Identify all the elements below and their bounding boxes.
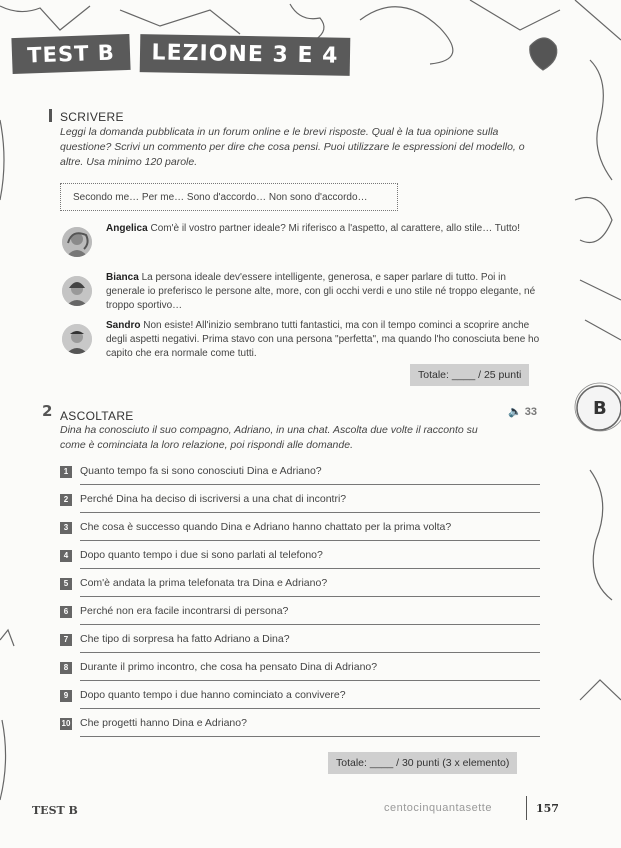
post-author: Bianca bbox=[106, 272, 139, 283]
section1-marker bbox=[49, 109, 52, 122]
post-author: Sandro bbox=[106, 320, 141, 331]
question-text: Perché Dina ha deciso di iscriversi a una chat di incontri? bbox=[80, 493, 347, 505]
post-text: La persona ideale dev'essere intelligente, generosa, e saper parlare di tutto. Poi in generale io preferisco le persone alte, more, con gli occhi verdi e uno stile né troppo elegante, né troppo sportivo… bbox=[106, 272, 536, 311]
question-number: 9 bbox=[60, 690, 72, 702]
track-number: 33 bbox=[524, 406, 538, 418]
answer-line[interactable] bbox=[80, 540, 540, 541]
avatar-sandro bbox=[62, 324, 92, 354]
answer-line[interactable] bbox=[80, 568, 540, 569]
question-number: 4 bbox=[60, 550, 72, 562]
avatar-angelica bbox=[62, 227, 92, 257]
post-text: Non esiste! All'inizio sembrano tutti fantastici, ma con il tempo cominci a scoprire anche degli aspetti negativi. Prima stavo con una persona "perfetta", ma quando l'ho conosciuta bene ho capito che era normale come tutti. bbox=[106, 320, 540, 359]
question-text: Dopo quanto tempo i due hanno cominciato a convivere? bbox=[80, 689, 346, 701]
question-text: Dopo quanto tempo i due si sono parlati al telefono? bbox=[80, 549, 323, 561]
section-badge bbox=[573, 380, 621, 436]
question-item bbox=[60, 662, 540, 688]
answer-line[interactable] bbox=[80, 624, 540, 625]
answer-line[interactable] bbox=[80, 512, 540, 513]
footer-test-label: TEST B bbox=[32, 804, 78, 817]
question-number: 7 bbox=[60, 634, 72, 646]
section2-instructions: Dina ha conosciuto il suo compagno, Adriano, in una chat. Ascolta due volte il racconto su come è cominciata la loro relazione, poi rispondi alle domande. bbox=[60, 424, 478, 451]
question-item bbox=[60, 606, 540, 632]
question-item bbox=[60, 634, 540, 660]
question-item bbox=[60, 550, 540, 576]
section2-total: Totale: ____ / 30 punti (3 x elemento) bbox=[328, 752, 517, 774]
answer-line[interactable] bbox=[80, 736, 540, 737]
avatar-bianca bbox=[62, 276, 92, 306]
answer-line[interactable] bbox=[80, 680, 540, 681]
question-number: 8 bbox=[60, 662, 72, 674]
question-text: Durante il primo incontro, che cosa ha pensato Dina di Adriano? bbox=[80, 661, 378, 673]
post-sandro bbox=[106, 319, 546, 361]
footer-separator bbox=[526, 796, 527, 820]
question-text: Com'è andata la prima telefonata tra Dina e Adriano? bbox=[80, 577, 328, 589]
question-number: 1 bbox=[60, 466, 72, 478]
question-item bbox=[60, 494, 540, 520]
question-text: Che tipo di sorpresa ha fatto Adriano a Dina? bbox=[80, 633, 290, 645]
question-text: Che progetti hanno Dina e Adriano? bbox=[80, 717, 247, 729]
model-expressions-box: Secondo me… Per me… Sono d'accordo… Non sono d'accordo… bbox=[60, 183, 398, 211]
answer-line[interactable] bbox=[80, 708, 540, 709]
answer-line[interactable] bbox=[80, 484, 540, 485]
footer-page-number: 157 bbox=[536, 802, 559, 815]
question-text: Perché non era facile incontrarsi di persona? bbox=[80, 605, 289, 617]
section2-title: ASCOLTARE bbox=[60, 409, 134, 423]
section1-title: SCRIVERE bbox=[60, 110, 124, 124]
post-text: Com'è il vostro partner ideale? Mi riferisco a l'aspetto, al carattere, allo stile… Tutto! bbox=[150, 223, 520, 234]
question-item bbox=[60, 690, 540, 716]
test-tab: TEST B bbox=[11, 34, 130, 74]
post-bianca bbox=[106, 271, 546, 313]
speaker-icon: 🔈 bbox=[508, 406, 522, 418]
section2-number: 2 bbox=[42, 402, 53, 420]
question-number: 3 bbox=[60, 522, 72, 534]
answer-line[interactable] bbox=[80, 652, 540, 653]
question-number: 5 bbox=[60, 578, 72, 590]
post-author: Angelica bbox=[106, 223, 148, 234]
audio-track bbox=[508, 405, 537, 418]
question-text: Che cosa è successo quando Dina e Adriano hanno chattato per la prima volta? bbox=[80, 521, 452, 533]
footer-page-words: centocinquantasette bbox=[384, 802, 492, 814]
section1-total: Totale: ____ / 25 punti bbox=[410, 364, 529, 386]
question-item bbox=[60, 522, 540, 548]
section1-instructions: Leggi la domanda pubblicata in un forum online e le brevi risposte. Qual è la tua opinione sulla questione? Scrivi un commento per dire che cosa pensi. Puoi utilizzare le espressioni del modello, o altre. Usa minimo 120 parole. bbox=[60, 126, 525, 168]
question-number: 2 bbox=[60, 494, 72, 506]
question-item bbox=[60, 718, 540, 744]
question-number: 6 bbox=[60, 606, 72, 618]
question-item bbox=[60, 578, 540, 604]
lesson-tab: LEZIONE 3 E 4 bbox=[140, 34, 351, 76]
post-angelica bbox=[106, 222, 546, 236]
question-item bbox=[60, 466, 540, 492]
badge-letter: B bbox=[593, 398, 607, 419]
question-text: Quanto tempo fa si sono conosciuti Dina e Adriano? bbox=[80, 465, 322, 477]
answer-line[interactable] bbox=[80, 596, 540, 597]
question-number: 10 bbox=[61, 719, 71, 728]
